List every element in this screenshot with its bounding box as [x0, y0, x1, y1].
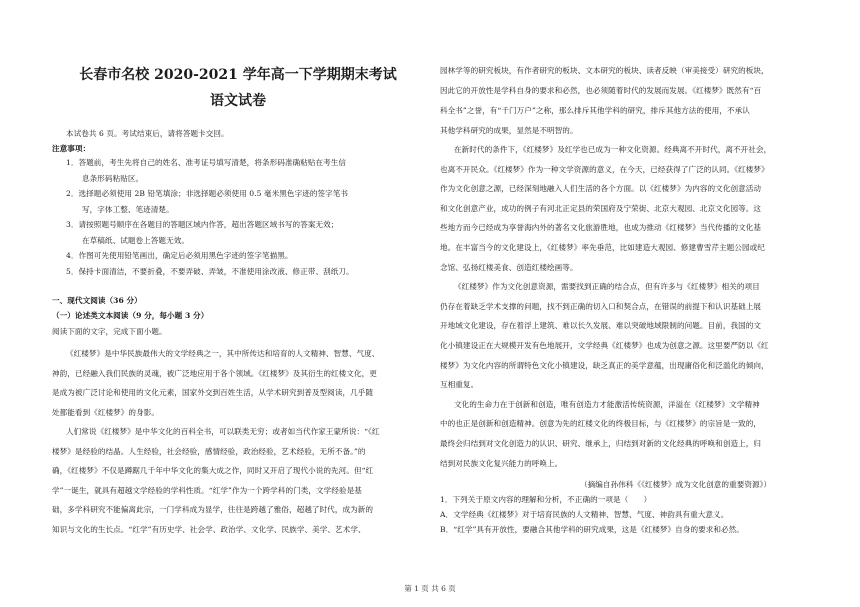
note-line: 在草稿纸、试题卷上答题无效。 [82, 235, 190, 245]
note-line: 4．作图可先使用铅笔画出，确定后必须用黑色字迹的签字笔描黑。 [66, 251, 293, 260]
source-citation: （摘编自孙伟科《《红楼梦》成为文化创意的重要资源》） [580, 480, 772, 489]
notes-heading: 注意事项： [52, 144, 91, 153]
subsection-heading: （一）论述类文本阅读（9 分，每小题 3 分） [52, 311, 209, 320]
page-footer: 第 1 页 共 6 页 [404, 584, 456, 593]
passage-line: 中的也正是创新和创造精神。创意为先的红楼文化的终极目标，与《红楼梦》的宗旨是一致的， [440, 419, 762, 429]
option-a: A．文学经典《红楼梦》对于培育民族的人文精神、智慧、气度、神韵具有重大意义。 [440, 510, 729, 519]
exam-title: 长春市名校 2020-2021 学年高一下学期期末考试 [79, 67, 397, 83]
option-b: B．“红学”具有开放性，要融合其他学科的研究成果，这是《红楼梦》自身的要求和必然。 [440, 525, 744, 534]
question-stem: 1．下列关于原文内容的理解和分析，不正确的一项是（ ） [440, 495, 652, 504]
passage-line: 地。在丰富当今的文化建设上，《红楼梦》率先垂范，比如建造大观园、修建曹雪芹主题公园或纪 [440, 243, 765, 252]
passage-line: 念馆、弘扬红楼美食、创造红楼绘画等。 [440, 262, 578, 272]
passage-line: 确，《红楼梦》不仅是蹲踞几千年中华文化的集大成之作，同时又开启了现代小说的先河。但“红 [52, 466, 374, 475]
passage-line: 处都能看到《红楼梦》的身影。 [52, 407, 160, 417]
exam-subtitle: 语文试卷 [210, 93, 266, 109]
passage-line: 楼梦》为文化内容的所谓特色文化小镇建设，缺乏真正的美学意蕴，出现庸俗化和泛滥化的倾向， [440, 360, 769, 370]
passage-line: 最终会归结到对文化创造力的认识、研究、继承上，归结到对新的文化经典的呼唤和创造上，归 [440, 439, 762, 448]
note-line: 1．答题前，考生先将自己的姓名、准考证号填写清楚，将条形码准确粘贴在考生信 [66, 158, 347, 167]
passage-line: 仍存在着缺乏学术支撑的问题，找不到正确的切入口和契合点，在错误的前提下和认识基础上展 [440, 301, 762, 311]
passage-line: 是成为被广泛讨论和使用的文化元素，国家外交到百姓生活，从学术研究到普及型阅读，几乎随 [52, 388, 374, 397]
passage-line: 结到对民族文化复兴能力的呼唤上。 [440, 458, 563, 468]
passage-line: 化小镇建设正在大规模开发有色地展开，文学经典《红楼梦》也成为创意之源。这里要严防以《红 [440, 341, 769, 350]
passage-line: 础，多学科研究不能偏离此宗，一门学科成为显学，往往是跨越了雅俗，超越了时代，成为新的 [52, 505, 374, 514]
passage-line: 楼梦》是经验的结晶。人生经验，社会经验，感情经验，政治经验，艺术经验，无所不备。”的 [52, 446, 366, 456]
note-line: 写，字体工整、笔迹清楚。 [82, 204, 174, 214]
passage-line: 《红楼梦》作为文化创意资源，需要找到正确的结合点，但有许多与《红楼梦》相关的项目 [454, 282, 760, 292]
note-line: 息条形码粘贴区。 [82, 173, 144, 183]
reading-instruction: 阅读下面的文字，完成下面小题。 [52, 327, 167, 336]
passage-line: 其他学科研究的成果，显然是不明智的。 [440, 126, 578, 135]
passage-line: 人们常说《红楼梦》是中华文化的百科全书，可以联类无穷；或者如当代作家王蒙所说：“《红 [66, 427, 380, 436]
note-line: 2．选择题必须使用 2B 铅笔填涂；非选择题必须使用 0.5 毫米黑色字迹的签字笔书 [66, 189, 349, 198]
passage-line: 和文化创意产业，成功的例子有河北正定县的荣国府及宁荣街、北京大观园、北京文化园等。这 [440, 203, 762, 213]
passage-line: 《红楼梦》是中华民族最伟大的文学经典之一，其中所传达和培育的人文精神、智慧、气度、 [66, 349, 380, 358]
passage-line: 知识与文化的生长点。“红学”有历史学、社会学、政治学、文化学、民族学、美学、艺术学、 [52, 524, 366, 534]
passage-line: 园林学等的研究板块，有作者研究的板块、文本研究的板块、读者反映（审美接受）研究的板块， [440, 66, 769, 75]
passage-line: 互相重复。 [440, 380, 479, 390]
passage-line: 些地方而今已经成为享誉海内外的著名文化旅游胜地，也成为推动《红楼梦》当代传播的文化基 [440, 223, 762, 233]
passage-line: 也离不开民众。《红楼梦》作为一种文学资源的意义，在今天，已经获得了广泛的认同。《红楼梦》 [440, 164, 769, 174]
passage-line: 科全书”之誉，有“千门万户”之称，那么排斥其他学科的研究，排斥其他方法的使用，不承认 [440, 106, 750, 115]
intro-text: 本试卷共 6 页。考试结束后，请将答题卡交回。 [66, 129, 229, 138]
passage-line: 神韵，已经融入我们民族的灵魂，被广泛地应用于各个领域。《红楼梦》及其衍生的红楼文化，更 [52, 368, 377, 378]
note-line: 3．请按照题号顺序在各题目的答题区域内作答，超出答题区域书写的答案无效； [66, 220, 339, 229]
passage-line: 作为文化创意之源，已经深刻地融入人们生活的各个方面。以《红楼梦》为内容的文化创意活动 [440, 184, 762, 194]
note-line: 5．保持卡面清洁，不要折叠，不要弄破、弄皱，不准使用涂改液、修正带、刮纸刀。 [66, 266, 354, 276]
passage-line: 开地域文化建设，存在着浮上建筑、难以长久发展、难以突破地域限制的问题。目前，我国的文 [440, 321, 762, 331]
passage-line: 在新时代的条件下，《红楼梦》及红学也已成为一种文化资源。经典离不开时代，离不开社会， [454, 145, 772, 154]
passage-line: 文化的生命力在于创新和创造，唯有创造力才能激活传统资源，洋溢在《红楼梦》文学精神 [454, 399, 760, 409]
section-heading: 一、现代文阅读（36 分） [52, 296, 142, 305]
passage-line: 学”一诞生，就具有超越文学经验的学科性质。“红学”作为一个跨学科的门类，文学经验是基 [52, 485, 362, 495]
passage-line: 因此它的开放性是学科自身的要求和必然，也必须随着时代的发展而发展。《红楼梦》既然有“百 [440, 86, 762, 95]
